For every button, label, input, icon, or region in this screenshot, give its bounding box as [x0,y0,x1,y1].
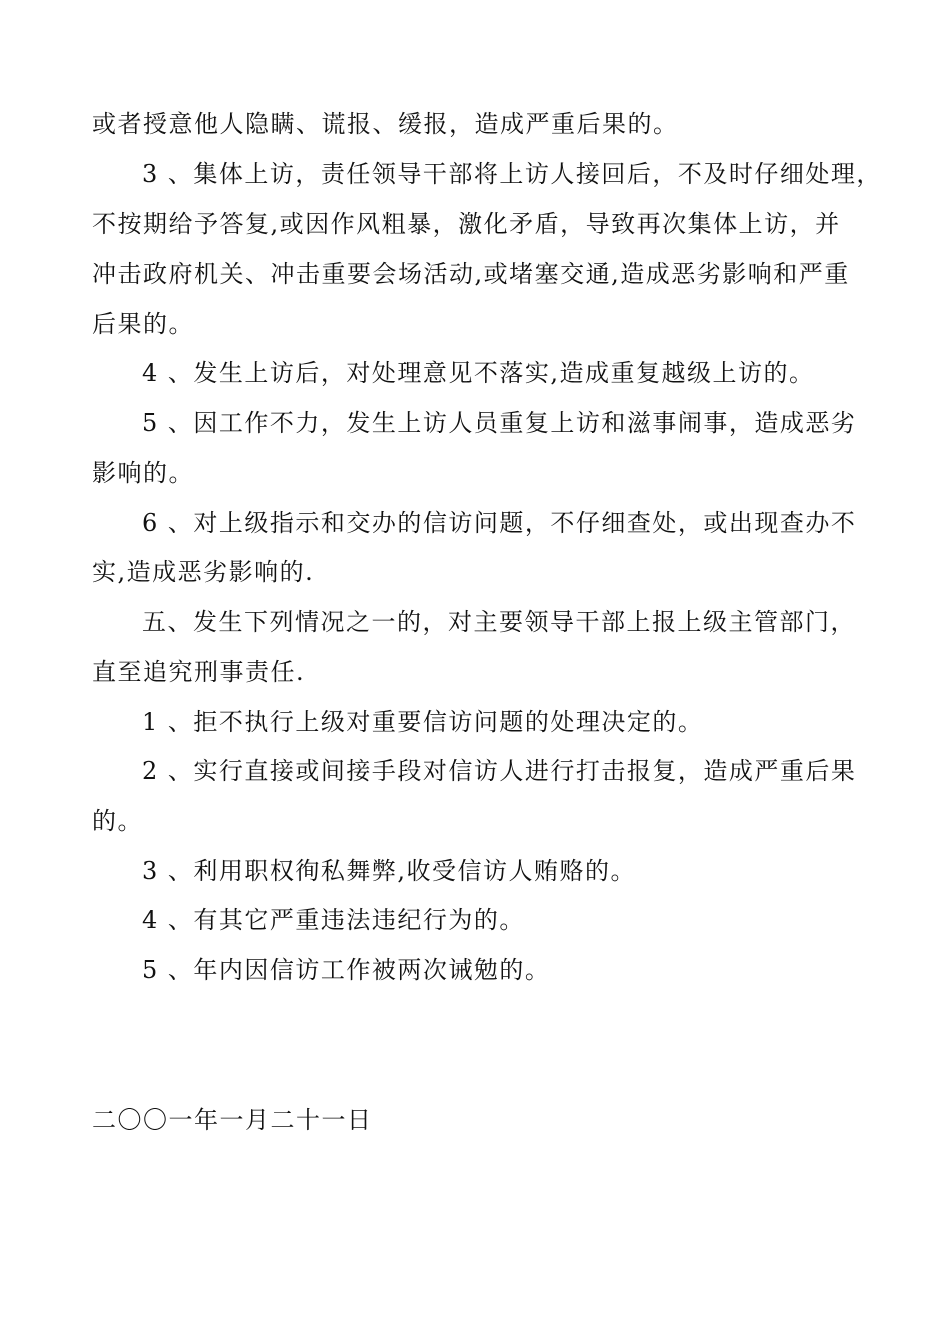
text-line: 1 、拒不执行上级对重要信访问题的处理决定的。 [142,708,704,736]
text-line: 或者授意他人隐瞒、谎报、缓报，造成严重后果的。 [92,110,679,138]
text-line: 4 、发生上访后，对处理意见不落实,造成重复越级上访的。 [142,359,815,387]
text-line: 后果的。 [92,310,194,338]
text-line: 影响的。 [92,459,194,487]
text-line: 3 、利用职权徇私舞弊,收受信访人贿赂的。 [142,857,637,885]
text-line: 4 、有其它严重违法违纪行为的。 [142,906,525,934]
text-line: 冲击政府机关、冲击重要会场活动,或堵塞交通,造成恶劣影响和严重 [92,260,850,288]
text-line: 6 、对上级指示和交办的信访问题，不仔细查处，或出现查办不 [142,509,857,537]
text-line: 3 、集体上访，责任领导干部将上访人接回后，不及时仔细处理， [142,160,882,188]
text-line: 的。 [92,807,143,835]
text-line: 5 、因工作不力，发生上访人员重复上访和滋事闹事，造成恶劣 [142,409,857,437]
text-line: 五、发生下列情况之一的，对主要领导干部上报上级主管部门， [142,608,856,636]
text-line: 2 、实行直接或间接手段对信访人进行打击报复，造成严重后果 [142,757,857,785]
document-date: 二〇〇一年一月二十一日 [92,1106,373,1134]
text-line: 直至追究刑事责任. [92,658,306,686]
text-line: 不按期给予答复,或因作风粗暴，激化矛盾，导致再次集体上访，并 [92,210,841,238]
text-line: 5 、年内因信访工作被两次诫勉的。 [142,956,551,984]
text-line: 实,造成恶劣影响的. [92,558,315,586]
